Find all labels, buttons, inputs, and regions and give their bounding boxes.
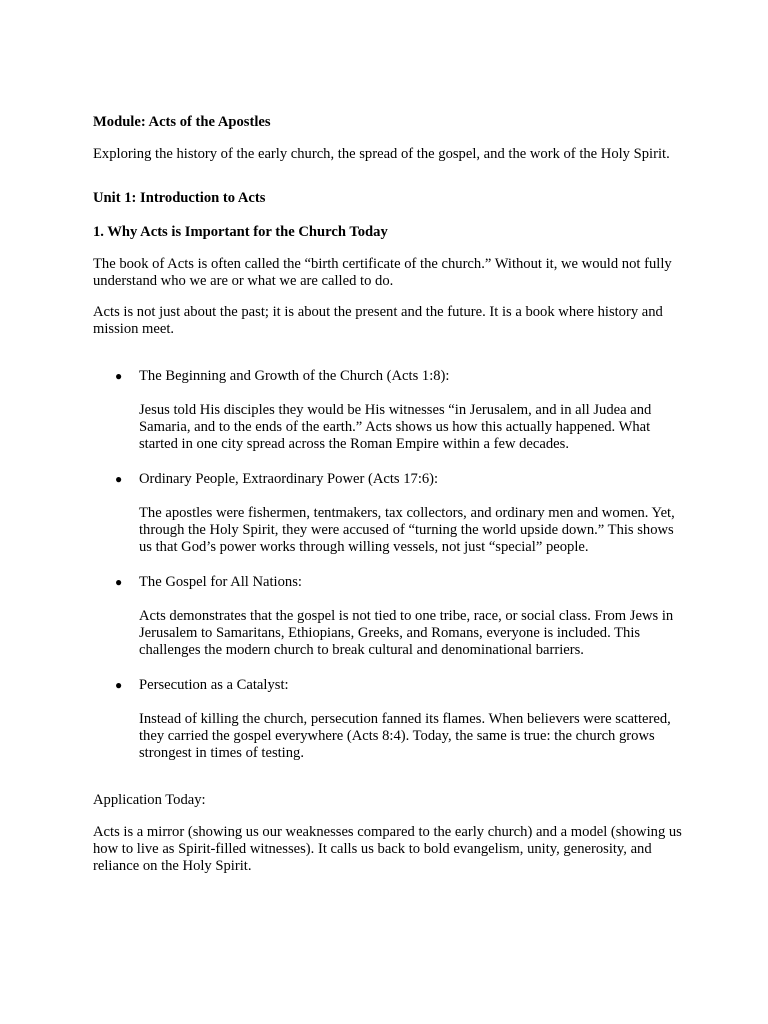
bullet-icon: ● (115, 472, 123, 486)
bullet-body: Instead of killing the church, persecution fanned its flames. When believers were scattered, they carried the gospel everywhere (Acts 8:4). Today, the same is true: the church grows strongest in times of testing. (139, 711, 671, 761)
bullet-title: The Gospel for All Nations: (139, 574, 302, 590)
document-page (93, 114, 683, 875)
bullet-title: Persecution as a Catalyst: (139, 677, 289, 693)
bullet-body: Acts demonstrates that the gospel is not tied to one tribe, race, or social class. From Jews in Jerusalem to Samaritans, Ethiopians, Greeks, and Romans, everyone is included. This challenges the modern church to break cultural and denominational barriers. (139, 608, 674, 658)
application-title: Application Today: (93, 792, 206, 808)
section-title: 1. Why Acts is Important for the Church Today (93, 224, 388, 240)
application-body: Acts is a mirror (showing us our weaknesses compared to the early church) and a model (showing us how to live as Spirit-filled witnesses). It calls us back to bold evangelism, unity, generosity, and reliance on the Holy Spirit. (93, 824, 682, 874)
bullet-item (93, 677, 683, 762)
bullet-title: The Beginning and Growth of the Church (Acts 1:8): (139, 368, 450, 384)
bullet-body: Jesus told His disciples they would be His witnesses “in Jerusalem, and in all Judea and Samaria, and to the ends of the earth.” Acts shows us how this actually happened. What started in one city spread across the Roman Empire within a few decades. (139, 402, 652, 452)
paragraph: The book of Acts is often called the “birth certificate of the church.” Without it, we would not fully understand who we are or what we are called to do. (93, 256, 672, 289)
bullet-icon: ● (115, 678, 123, 692)
bullet-icon: ● (115, 575, 123, 589)
module-title: Module: Acts of the Apostles (93, 114, 271, 130)
bullet-item (93, 471, 683, 556)
unit-title: Unit 1: Introduction to Acts (93, 190, 266, 206)
bullet-icon: ● (115, 369, 123, 383)
paragraph: Acts is not just about the past; it is about the present and the future. It is a book where history and mission meet. (93, 304, 663, 337)
bullet-list (93, 368, 683, 762)
bullet-item (93, 368, 683, 453)
module-intro: Exploring the history of the early church, the spread of the gospel, and the work of the Holy Spirit. (93, 146, 670, 162)
bullet-body: The apostles were fishermen, tentmakers, tax collectors, and ordinary men and women. Yet, through the Holy Spirit, they were accused of “turning the world upside down.” This shows us that God’s power works through willing vessels, not just “special” people. (139, 505, 675, 555)
bullet-item (93, 574, 683, 659)
bullet-title: Ordinary People, Extraordinary Power (Acts 17:6): (139, 471, 439, 487)
